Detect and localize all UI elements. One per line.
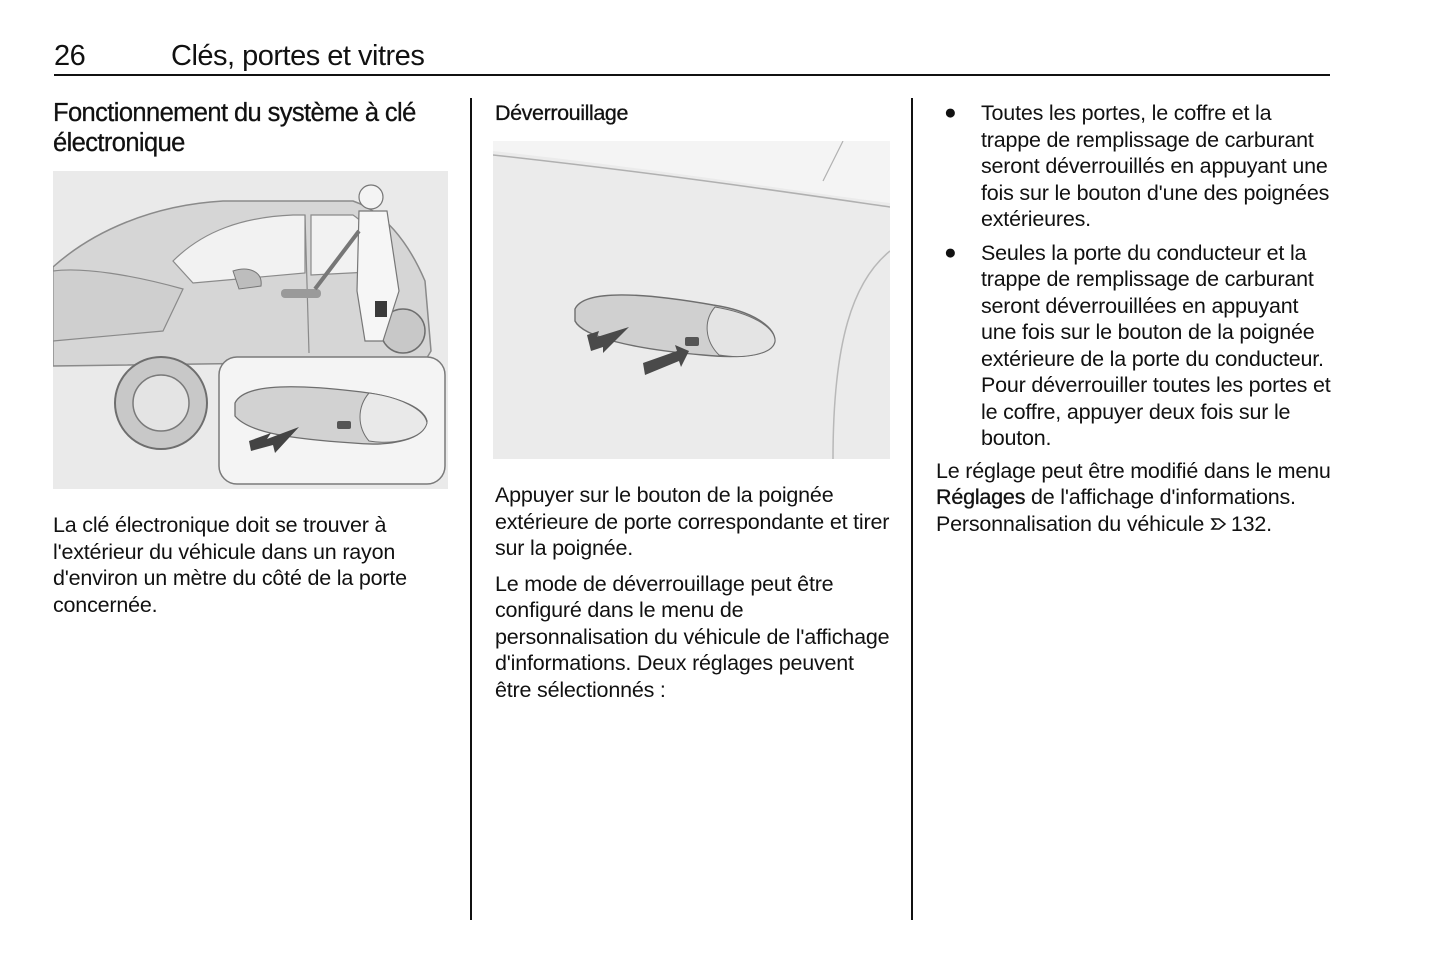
page-number: 26 [54,40,86,72]
note-text: de l'affichage d'informations. Personnalisation du véhicule [936,485,1296,536]
column-2 [495,98,893,703]
settings-note [936,458,1334,538]
car-door-figure [53,171,448,489]
unlock-paragraph-1: Appuyer sur le bouton de la poignée extérieure de porte correspondante et tirer sur la poignée. [495,483,890,560]
note-text: Le réglage peut être modifié dans le menu [936,458,1331,483]
unlock-paragraph-2: Le mode de déverrouillage peut être configuré dans le menu de personnalisation du véhicule de l'affichage d'informations. Deux réglages peuvent être sélectionnés : [495,571,890,702]
settings-menu-label: Réglages [936,485,1026,509]
page-reference-number[interactable]: 132 [1230,511,1267,536]
bullet-icon: ● [944,101,957,124]
list-item-text: Toutes les portes, le coffre et la trappe de remplissage de carburant seront déverrouillés en appuyant une fois sur le bouton d'une des poignées extérieures. [981,101,1330,231]
note-text: . [1266,511,1272,536]
column-1 [53,98,451,618]
column-3 [936,98,1334,537]
list-item [936,100,1334,233]
column-divider-1 [470,98,472,920]
door-handle-figure [493,141,890,459]
subsection-heading: Déverrouillage [495,101,629,125]
list-item [936,240,1334,452]
page-title: Clés, portes et vitres [171,40,425,72]
column-divider-2 [911,98,913,920]
section-heading: Fonctionnement du système à clé électronique [53,99,416,157]
intro-paragraph: La clé électronique doit se trouver à l'extérieur du véhicule dans un rayon d'environ un mètre du côté de la porte concernée. [53,513,407,617]
settings-list [936,100,1334,452]
bullet-icon: ● [944,240,957,264]
header-rule [54,74,1330,76]
page-reference-arrow-icon [1210,516,1227,532]
list-item-text: Seules la porte du conducteur et la trappe de remplissage de carburant seront déverrouillées en appuyant une fois sur le bouton de la poignée extérieure de la porte du conducteur. Pour déverrouiller toutes les portes et le coffre, appuyer deux fois sur le bouton. [981,240,1331,450]
